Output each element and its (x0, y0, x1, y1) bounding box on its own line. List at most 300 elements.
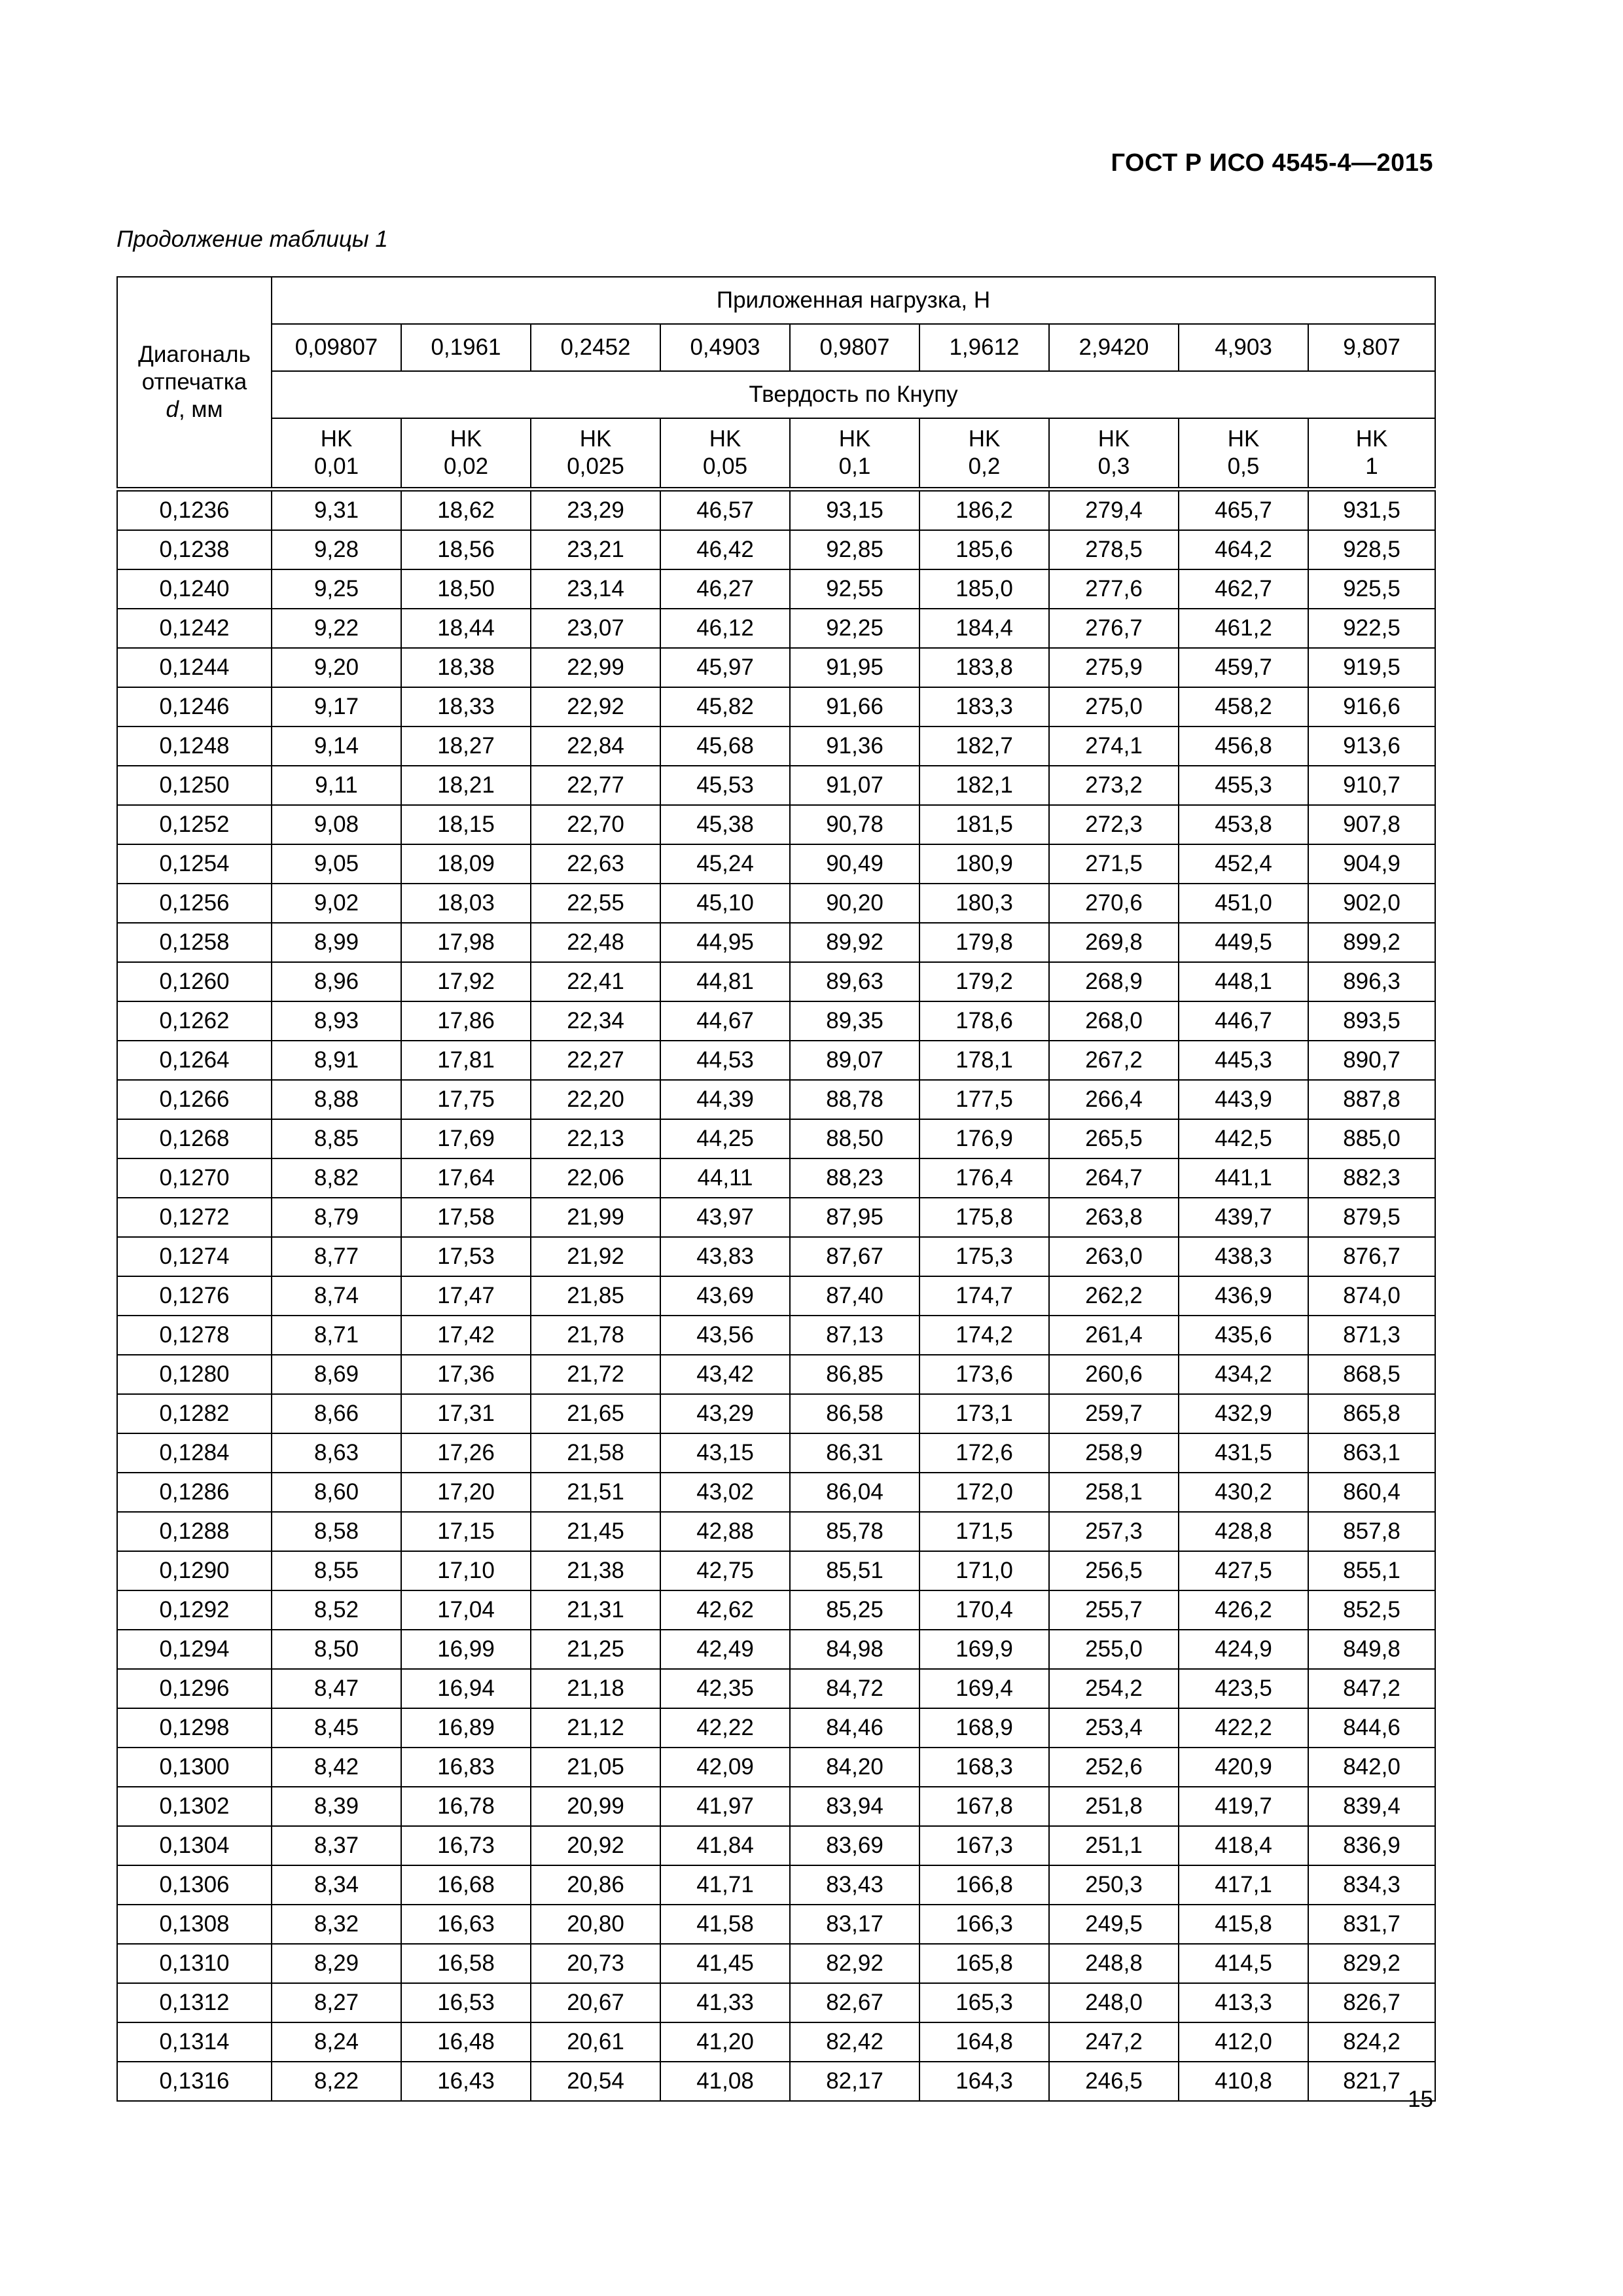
hardness-cell: 8,50 (272, 1630, 401, 1669)
hardness-cell: 896,3 (1308, 962, 1435, 1001)
table-row (117, 1865, 1435, 1905)
hardness-cell: 82,67 (790, 1983, 919, 2022)
hardness-cell: 451,0 (1179, 884, 1308, 923)
table-row (117, 726, 1435, 766)
hardness-cell: 16,68 (401, 1865, 531, 1905)
document-code: ГОСТ Р ИСО 4545-4—2015 (1111, 149, 1433, 177)
table-row (117, 489, 1435, 530)
hardness-cell: 263,8 (1049, 1198, 1179, 1237)
hardness-cell: 86,04 (790, 1473, 919, 1512)
hardness-cell: 17,15 (401, 1512, 531, 1551)
hardness-cell: 87,67 (790, 1237, 919, 1276)
load-value: 1,9612 (919, 324, 1049, 371)
hardness-cell: 465,7 (1179, 489, 1308, 530)
scale-symbol: HK (968, 425, 1001, 452)
hardness-cell: 21,18 (531, 1669, 660, 1708)
scale-value: 0,2 (968, 453, 1001, 479)
hardness-cell: 22,27 (531, 1041, 660, 1080)
hardness-cell: 175,8 (919, 1198, 1049, 1237)
diagonal-cell: 0,1262 (117, 1001, 272, 1041)
hardness-cell: 17,04 (401, 1590, 531, 1630)
hardness-cell: 16,89 (401, 1708, 531, 1748)
table-row (117, 1041, 1435, 1080)
hardness-cell: 919,5 (1308, 648, 1435, 687)
table-row (117, 1708, 1435, 1748)
hardness-cell: 273,2 (1049, 766, 1179, 805)
page-number: 15 (1408, 2087, 1433, 2112)
diagonal-cell: 0,1296 (117, 1669, 272, 1708)
hardness-cell: 179,2 (919, 962, 1049, 1001)
hardness-cell: 885,0 (1308, 1119, 1435, 1158)
hardness-cell: 44,95 (660, 923, 790, 962)
table-row (117, 1394, 1435, 1433)
hardness-cell: 8,24 (272, 2022, 401, 2062)
diagonal-cell: 0,1246 (117, 687, 272, 726)
hardness-cell: 18,03 (401, 884, 531, 923)
hardness-cell: 9,28 (272, 530, 401, 569)
hardness-cell: 8,96 (272, 962, 401, 1001)
hardness-cell: 414,5 (1179, 1944, 1308, 1983)
hardness-cell: 257,3 (1049, 1512, 1179, 1551)
hardness-cell: 86,58 (790, 1394, 919, 1433)
diagonal-cell: 0,1282 (117, 1394, 272, 1433)
diagonal-cell: 0,1248 (117, 726, 272, 766)
hardness-cell: 834,3 (1308, 1865, 1435, 1905)
load-value: 0,9807 (790, 324, 919, 371)
diagonal-header-line2: отпечатка (141, 368, 247, 395)
hardness-cell: 829,2 (1308, 1944, 1435, 1983)
hardness-cell: 169,9 (919, 1630, 1049, 1669)
hardness-cell: 82,92 (790, 1944, 919, 1983)
hardness-cell: 442,5 (1179, 1119, 1308, 1158)
hardness-cell: 43,56 (660, 1316, 790, 1355)
hardness-cell: 17,69 (401, 1119, 531, 1158)
hardness-cell: 448,1 (1179, 962, 1308, 1001)
hardness-cell: 16,99 (401, 1630, 531, 1669)
hardness-cell: 84,46 (790, 1708, 919, 1748)
hardness-cell: 18,21 (401, 766, 531, 805)
hardness-cell: 168,9 (919, 1708, 1049, 1748)
hardness-cell: 22,84 (531, 726, 660, 766)
hardness-cell: 23,07 (531, 609, 660, 648)
hardness-cell: 922,5 (1308, 609, 1435, 648)
hardness-cell: 179,8 (919, 923, 1049, 962)
hardness-cell: 438,3 (1179, 1237, 1308, 1276)
scale-value: 0,02 (443, 453, 489, 479)
hardness-cell: 852,5 (1308, 1590, 1435, 1630)
diagonal-cell: 0,1298 (117, 1708, 272, 1748)
hardness-cell: 8,74 (272, 1276, 401, 1316)
hardness-cell: 46,27 (660, 569, 790, 609)
hardness-cell: 18,09 (401, 844, 531, 884)
hardness-cell: 21,85 (531, 1276, 660, 1316)
hardness-cell: 20,54 (531, 2062, 660, 2101)
hardness-cell: 18,56 (401, 530, 531, 569)
hardness-cell: 171,5 (919, 1512, 1049, 1551)
hardness-cell: 871,3 (1308, 1316, 1435, 1355)
table-row (117, 1787, 1435, 1826)
hardness-cell: 8,37 (272, 1826, 401, 1865)
hardness-cell: 455,3 (1179, 766, 1308, 805)
hardness-cell: 89,35 (790, 1001, 919, 1041)
hardness-cell: 9,08 (272, 805, 401, 844)
hardness-cell: 254,2 (1049, 1669, 1179, 1708)
hardness-cell: 166,8 (919, 1865, 1049, 1905)
hardness-cell: 90,20 (790, 884, 919, 923)
table-row (117, 530, 1435, 569)
table-row (117, 844, 1435, 884)
hardness-cell: 21,92 (531, 1237, 660, 1276)
hardness-cell: 17,36 (401, 1355, 531, 1394)
hardness-cell: 167,3 (919, 1826, 1049, 1865)
hardness-cell: 85,25 (790, 1590, 919, 1630)
hardness-cell: 16,48 (401, 2022, 531, 2062)
hardness-cell: 928,5 (1308, 530, 1435, 569)
hardness-cell: 18,15 (401, 805, 531, 844)
hardness-cell: 9,05 (272, 844, 401, 884)
hardness-cell: 17,81 (401, 1041, 531, 1080)
table-row (117, 1551, 1435, 1590)
hardness-cell: 182,7 (919, 726, 1049, 766)
hardness-cell: 93,15 (790, 489, 919, 530)
hardness-cell: 43,29 (660, 1394, 790, 1433)
hardness-cell: 174,7 (919, 1276, 1049, 1316)
hardness-cell: 42,35 (660, 1669, 790, 1708)
hardness-cell: 89,92 (790, 923, 919, 962)
hardness-cell: 910,7 (1308, 766, 1435, 805)
table-row (117, 1158, 1435, 1198)
hardness-cell: 8,66 (272, 1394, 401, 1433)
hardness-cell: 45,38 (660, 805, 790, 844)
hardness-cell: 261,4 (1049, 1316, 1179, 1355)
hardness-cell: 9,22 (272, 609, 401, 648)
hardness-cell: 23,21 (531, 530, 660, 569)
diagonal-cell: 0,1254 (117, 844, 272, 884)
diagonal-cell: 0,1264 (117, 1041, 272, 1080)
table-row (117, 1630, 1435, 1669)
hardness-cell: 251,8 (1049, 1787, 1179, 1826)
hardness-cell: 268,0 (1049, 1001, 1179, 1041)
hardness-cell: 22,06 (531, 1158, 660, 1198)
hardness-cell: 8,88 (272, 1080, 401, 1119)
load-value: 2,9420 (1049, 324, 1179, 371)
hardness-cell: 21,12 (531, 1708, 660, 1748)
hardness-cell: 20,80 (531, 1905, 660, 1944)
hardness-cell: 183,3 (919, 687, 1049, 726)
hardness-cell: 874,0 (1308, 1276, 1435, 1316)
hardness-cell: 8,93 (272, 1001, 401, 1041)
diagonal-cell: 0,1288 (117, 1512, 272, 1551)
hardness-cell: 432,9 (1179, 1394, 1308, 1433)
hardness-cell: 8,47 (272, 1669, 401, 1708)
diagonal-header (117, 277, 272, 489)
hardness-cell: 86,85 (790, 1355, 919, 1394)
hardness-cell: 868,5 (1308, 1355, 1435, 1394)
hardness-cell: 8,45 (272, 1708, 401, 1748)
hardness-cell: 18,38 (401, 648, 531, 687)
hardness-scale (531, 418, 660, 489)
hardness-cell: 185,0 (919, 569, 1049, 609)
hardness-cell: 83,43 (790, 1865, 919, 1905)
hardness-cell: 42,22 (660, 1708, 790, 1748)
diagonal-cell: 0,1304 (117, 1826, 272, 1865)
diagonal-cell: 0,1284 (117, 1433, 272, 1473)
hardness-cell: 8,85 (272, 1119, 401, 1158)
hardness-cell: 8,42 (272, 1748, 401, 1787)
hardness-cell: 836,9 (1308, 1826, 1435, 1865)
table-row (117, 569, 1435, 609)
hardness-cell: 18,62 (401, 489, 531, 530)
diagonal-cell: 0,1276 (117, 1276, 272, 1316)
diagonal-header-line1: Диагональ (138, 341, 251, 367)
hardness-cell: 183,8 (919, 648, 1049, 687)
hardness-cell: 82,17 (790, 2062, 919, 2101)
hardness-cell: 22,34 (531, 1001, 660, 1041)
hardness-cell: 43,15 (660, 1433, 790, 1473)
hardness-cell: 46,42 (660, 530, 790, 569)
hardness-cell: 17,53 (401, 1237, 531, 1276)
diagonal-symbol: d (166, 396, 179, 422)
hardness-cell: 434,2 (1179, 1355, 1308, 1394)
hardness-cell: 92,25 (790, 609, 919, 648)
hardness-cell: 8,29 (272, 1944, 401, 1983)
hardness-cell: 16,83 (401, 1748, 531, 1787)
hardness-cell: 256,5 (1049, 1551, 1179, 1590)
hardness-cell: 20,92 (531, 1826, 660, 1865)
hardness-cell: 16,94 (401, 1669, 531, 1708)
hardness-cell: 8,82 (272, 1158, 401, 1198)
table-row (117, 1826, 1435, 1865)
hardness-cell: 22,92 (531, 687, 660, 726)
scale-symbol: HK (1355, 425, 1388, 452)
hardness-cell: 849,8 (1308, 1630, 1435, 1669)
hardness-cell: 21,78 (531, 1316, 660, 1355)
hardness-cell: 262,2 (1049, 1276, 1179, 1316)
hardness-cell: 22,41 (531, 962, 660, 1001)
hardness-cell: 45,68 (660, 726, 790, 766)
hardness-cell: 925,5 (1308, 569, 1435, 609)
diagonal-header-line3 (118, 396, 271, 423)
diagonal-cell: 0,1280 (117, 1355, 272, 1394)
hardness-cell: 16,78 (401, 1787, 531, 1826)
scale-symbol: HK (709, 425, 741, 452)
hardness-cell: 413,3 (1179, 1983, 1308, 2022)
hardness-cell: 22,48 (531, 923, 660, 962)
hardness-cell: 45,82 (660, 687, 790, 726)
hardness-cell: 164,3 (919, 2062, 1049, 2101)
hardness-cell: 16,53 (401, 1983, 531, 2022)
hardness-scale (660, 418, 790, 489)
hardness-cell: 279,4 (1049, 489, 1179, 530)
hardness-cell: 430,2 (1179, 1473, 1308, 1512)
hardness-scale (272, 418, 401, 489)
table-row (117, 687, 1435, 726)
table-row (117, 1433, 1435, 1473)
hardness-cell: 459,7 (1179, 648, 1308, 687)
hardness-cell: 902,0 (1308, 884, 1435, 923)
load-value: 0,1961 (401, 324, 531, 371)
hardness-cell: 22,77 (531, 766, 660, 805)
hardness-cell: 824,2 (1308, 2022, 1435, 2062)
load-value: 9,807 (1308, 324, 1435, 371)
diagonal-cell: 0,1236 (117, 489, 272, 530)
hardness-cell: 84,20 (790, 1748, 919, 1787)
hardness-cell: 270,6 (1049, 884, 1179, 923)
diagonal-cell: 0,1238 (117, 530, 272, 569)
hardness-cell: 8,22 (272, 2062, 401, 2101)
table-row (117, 2022, 1435, 2062)
table-row (117, 1748, 1435, 1787)
hardness-cell: 435,6 (1179, 1316, 1308, 1355)
hardness-cell: 452,4 (1179, 844, 1308, 884)
hardness-cell: 17,98 (401, 923, 531, 962)
hardness-cell: 91,07 (790, 766, 919, 805)
diagonal-cell: 0,1316 (117, 2062, 272, 2101)
hardness-cell: 8,91 (272, 1041, 401, 1080)
hardness-cell: 87,13 (790, 1316, 919, 1355)
hardness-cell: 420,9 (1179, 1748, 1308, 1787)
hardness-cell: 907,8 (1308, 805, 1435, 844)
scale-value: 0,01 (313, 453, 359, 479)
hardness-cell: 8,55 (272, 1551, 401, 1590)
hardness-cell: 255,7 (1049, 1590, 1179, 1630)
hardness-cell: 89,07 (790, 1041, 919, 1080)
hardness-cell: 45,53 (660, 766, 790, 805)
hardness-cell: 8,63 (272, 1433, 401, 1473)
hardness-cell: 87,40 (790, 1276, 919, 1316)
load-value: 0,2452 (531, 324, 660, 371)
hardness-cell: 462,7 (1179, 569, 1308, 609)
hardness-cell: 913,6 (1308, 726, 1435, 766)
hardness-cell: 86,31 (790, 1433, 919, 1473)
hardness-cell: 46,57 (660, 489, 790, 530)
diagonal-cell: 0,1308 (117, 1905, 272, 1944)
hardness-cell: 456,8 (1179, 726, 1308, 766)
scale-value: 0,3 (1097, 453, 1130, 479)
hardness-cell: 20,67 (531, 1983, 660, 2022)
hardness-cell: 83,94 (790, 1787, 919, 1826)
hardness-cell: 21,72 (531, 1355, 660, 1394)
hardness-cell: 847,2 (1308, 1669, 1435, 1708)
table-row (117, 1316, 1435, 1355)
table-row (117, 884, 1435, 923)
hardness-cell: 171,0 (919, 1551, 1049, 1590)
hardness-cell: 185,6 (919, 530, 1049, 569)
hardness-cell: 21,31 (531, 1590, 660, 1630)
hardness-cell: 42,09 (660, 1748, 790, 1787)
hardness-cell: 17,10 (401, 1551, 531, 1590)
hardness-cell: 275,9 (1049, 648, 1179, 687)
hardness-cell: 250,3 (1049, 1865, 1179, 1905)
diagonal-cell: 0,1274 (117, 1237, 272, 1276)
hardness-cell: 85,78 (790, 1512, 919, 1551)
hardness-cell: 8,32 (272, 1905, 401, 1944)
diagonal-cell: 0,1240 (117, 569, 272, 609)
hardness-cell: 427,5 (1179, 1551, 1308, 1590)
hardness-cell: 45,10 (660, 884, 790, 923)
hardness-cell: 41,20 (660, 2022, 790, 2062)
hardness-cell: 8,69 (272, 1355, 401, 1394)
hardness-cell: 253,4 (1049, 1708, 1179, 1748)
scale-value: 1 (1365, 453, 1378, 479)
hardness-cell: 176,9 (919, 1119, 1049, 1158)
hardness-cell: 21,38 (531, 1551, 660, 1590)
hardness-cell: 45,97 (660, 648, 790, 687)
hardness-cell: 17,58 (401, 1198, 531, 1237)
hardness-cell: 418,4 (1179, 1826, 1308, 1865)
hardness-cell: 890,7 (1308, 1041, 1435, 1080)
diagonal-cell: 0,1250 (117, 766, 272, 805)
hardness-cell: 8,34 (272, 1865, 401, 1905)
table-row (117, 609, 1435, 648)
diagonal-cell: 0,1268 (117, 1119, 272, 1158)
table-row (117, 1944, 1435, 1983)
hardness-cell: 844,6 (1308, 1708, 1435, 1748)
hardness-cell: 22,63 (531, 844, 660, 884)
hardness-cell: 180,3 (919, 884, 1049, 923)
table-row (117, 1119, 1435, 1158)
hardness-cell: 88,23 (790, 1158, 919, 1198)
hardness-cell: 422,2 (1179, 1708, 1308, 1748)
hardness-cell: 23,29 (531, 489, 660, 530)
hardness-cell: 16,63 (401, 1905, 531, 1944)
hardness-cell: 22,99 (531, 648, 660, 687)
hardness-cell: 23,14 (531, 569, 660, 609)
hardness-cell: 446,7 (1179, 1001, 1308, 1041)
hardness-cell: 9,31 (272, 489, 401, 530)
hardness-cell: 44,39 (660, 1080, 790, 1119)
hardness-cell: 247,2 (1049, 2022, 1179, 2062)
hardness-cell: 83,17 (790, 1905, 919, 1944)
hardness-cell: 8,71 (272, 1316, 401, 1355)
hardness-cell: 41,45 (660, 1944, 790, 1983)
hardness-scale (1049, 418, 1179, 489)
load-value: 4,903 (1179, 324, 1308, 371)
diagonal-cell: 0,1294 (117, 1630, 272, 1669)
hardness-cell: 410,8 (1179, 2062, 1308, 2101)
hardness-cell: 44,25 (660, 1119, 790, 1158)
hardness-cell: 8,99 (272, 923, 401, 962)
load-value: 0,4903 (660, 324, 790, 371)
diagonal-cell: 0,1286 (117, 1473, 272, 1512)
table-body (117, 489, 1435, 2101)
hardness-cell: 43,02 (660, 1473, 790, 1512)
hardness-cell: 178,1 (919, 1041, 1049, 1080)
hardness-cell: 441,1 (1179, 1158, 1308, 1198)
hardness-scale (1308, 418, 1435, 489)
hardness-cell: 436,9 (1179, 1276, 1308, 1316)
hardness-cell: 419,7 (1179, 1787, 1308, 1826)
hardness-cell: 464,2 (1179, 530, 1308, 569)
loads-row (117, 324, 1435, 371)
hardness-cell: 18,44 (401, 609, 531, 648)
table-row (117, 923, 1435, 962)
hardness-cell: 44,81 (660, 962, 790, 1001)
hardness-cell: 893,5 (1308, 1001, 1435, 1041)
scale-value: 0,5 (1227, 453, 1260, 479)
hardness-cell: 91,95 (790, 648, 919, 687)
hardness-cell: 165,3 (919, 1983, 1049, 2022)
hardness-cell: 249,5 (1049, 1905, 1179, 1944)
hardness-cell: 173,6 (919, 1355, 1049, 1394)
hardness-cell: 42,88 (660, 1512, 790, 1551)
hardness-cell: 277,6 (1049, 569, 1179, 609)
hardness-cell: 274,1 (1049, 726, 1179, 766)
hardness-cell: 43,42 (660, 1355, 790, 1394)
hardness-cell: 165,8 (919, 1944, 1049, 1983)
hardness-cell: 41,71 (660, 1865, 790, 1905)
hardness-cell: 168,3 (919, 1748, 1049, 1787)
